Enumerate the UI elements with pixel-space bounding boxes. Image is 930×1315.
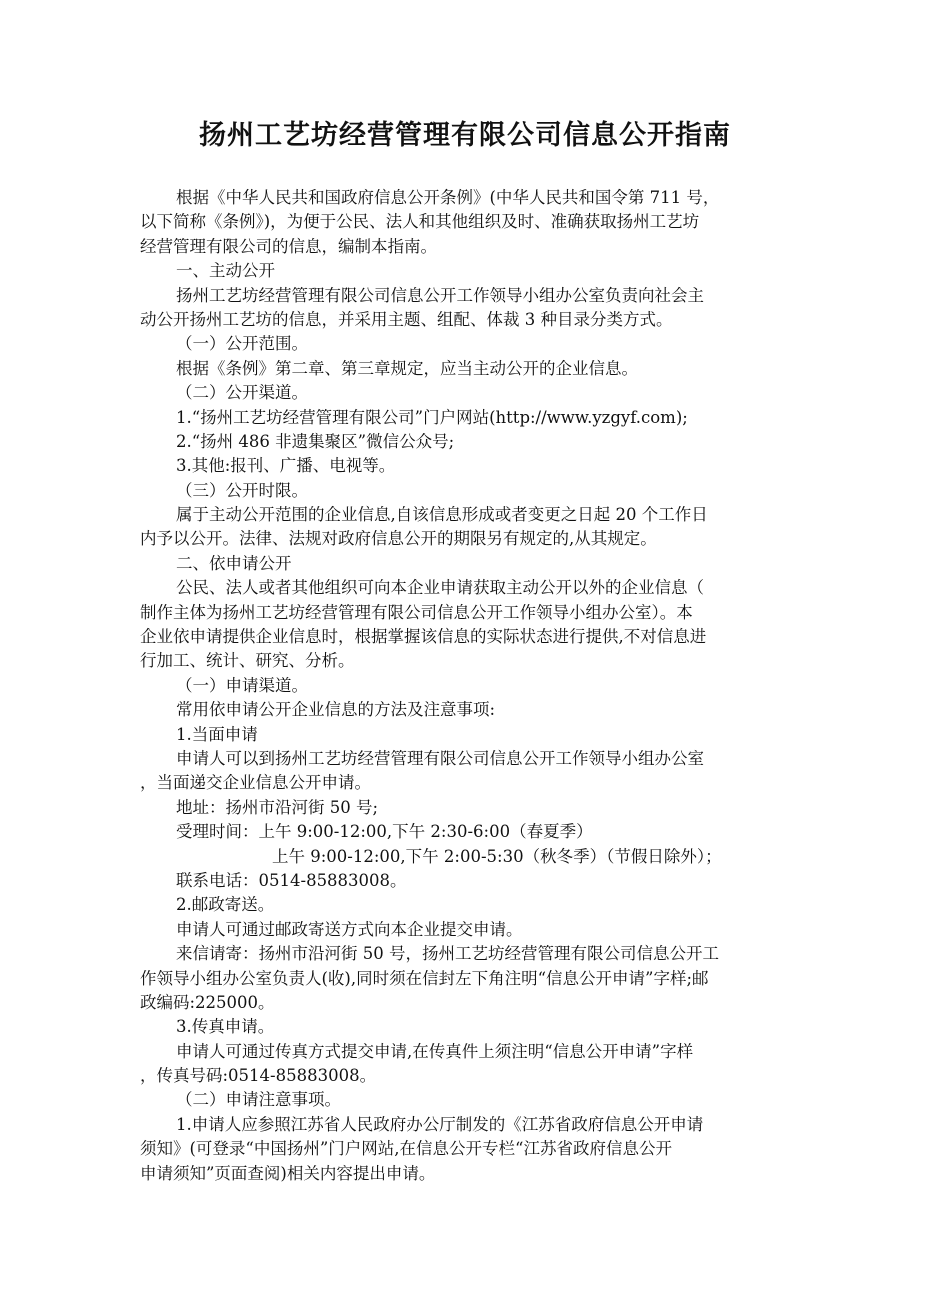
document-body [140, 186, 790, 1186]
text-line: 经营管理有限公司的信息，编制本指南。 [140, 236, 437, 256]
text-line: 1.申请人应参照江苏省人民政府办公厅制发的《江苏省政府信息公开申请 [176, 1114, 704, 1134]
text-line: 1.当面申请 [176, 724, 258, 744]
text-line: 来信请寄：扬州市沿河街 50 号，扬州工艺坊经营管理有限公司信息公开工 [176, 944, 719, 964]
text-line: 根据《中华人民共和国政府信息公开条例》(中华人民共和国令第 711 号， [176, 188, 720, 207]
text-line: 二、依申请公开 [176, 553, 292, 573]
text-line: 动公开扬州工艺坊的信息，并采用主题、组配、体裁 3 种目录分类方式。 [140, 309, 673, 329]
text-line: （一）公开范围。 [176, 334, 308, 354]
document-title: 扬州工艺坊经营管理有限公司信息公开指南 [199, 120, 731, 151]
text-line: 3.传真申请。 [176, 1017, 275, 1037]
text-line: （一）申请渠道。 [176, 675, 308, 695]
text-line: 申请人可通过传真方式提交申请,在传真件上须注明“信息公开申请”字样 [176, 1041, 694, 1061]
text-line: （二）申请注意事项。 [176, 1090, 341, 1110]
text-line: 3.其他:报刊、广播、电视等。 [176, 456, 396, 476]
text-line: 行加工、统计、研究、分析。 [140, 651, 355, 671]
text-line: 政编码:225000。 [140, 992, 275, 1012]
text-line: 申请人可以到扬州工艺坊经营管理有限公司信息公开工作领导小组办公室 [176, 748, 704, 768]
text-line: 2.“扬州 486 非遗集聚区”微信公众号; [176, 431, 455, 451]
text-line: 受理时间：上午 9:00-12:00,下午 2:30-6:00（春夏季） [176, 822, 593, 842]
text-line: 根据《条例》第二章、第三章规定，应当主动公开的企业信息。 [176, 358, 638, 378]
text-line: 公民、法人或者其他组织可向本企业申请获取主动公开以外的企业信息（ [176, 578, 704, 598]
text-line: 上午 9:00-12:00,下午 2:00-5:30（秋冬季）（节假日除外）； [272, 846, 722, 866]
text-line: 以下简称《条例》)，为便于公民、法人和其他组织及时、准确获取扬州工艺坊 [140, 212, 700, 232]
text-line: 扬州工艺坊经营管理有限公司信息公开工作领导小组办公室负责向社会主 [176, 285, 704, 305]
text-line: 2.邮政寄送。 [176, 895, 275, 915]
text-line: ，当面递交企业信息公开申请。 [140, 773, 371, 793]
text-line: 地址：扬州市沿河街 50 号; [176, 797, 379, 817]
text-line: 联系电话：0514-85883008。 [176, 870, 407, 890]
text-line: 申请人可通过邮政寄送方式向本企业提交申请。 [176, 919, 523, 939]
text-line: （三）公开时限。 [176, 480, 308, 500]
text-line: 作领导小组办公室负责人(收),同时须在信封左下角注明“信息公开申请”字样;邮 [140, 968, 709, 988]
text-line: 1.“扬州工艺坊经营管理有限公司”门户网站(http://www.yzgyf.com); [176, 407, 688, 427]
text-line: 属于主动公开范围的企业信息,自该信息形成或者变更之日起 20 个工作日 [176, 505, 708, 525]
text-line: 一、主动公开 [176, 261, 275, 281]
text-line: 企业依申请提供企业信息时，根据掌握该信息的实际状态进行提供,不对信息进 [140, 627, 707, 647]
text-line: （二）公开渠道。 [176, 383, 308, 403]
text-line: 内予以公开。法律、法规对政府信息公开的期限另有规定的,从其规定。 [140, 529, 657, 549]
text-line: 须知》(可登录“中国扬州”门户网站,在信息公开专栏“江苏省政府信息公开 [140, 1139, 672, 1159]
text-line: 申请须知”页面查阅)相关内容提出申请。 [140, 1163, 436, 1183]
text-line: 常用依申请公开企业信息的方法及注意事项: [176, 700, 496, 720]
text-line: 制作主体为扬州工艺坊经营管理有限公司信息公开工作领导小组办公室）。本 [140, 602, 693, 622]
text-line: ，传真号码:0514-85883008。 [140, 1066, 377, 1086]
